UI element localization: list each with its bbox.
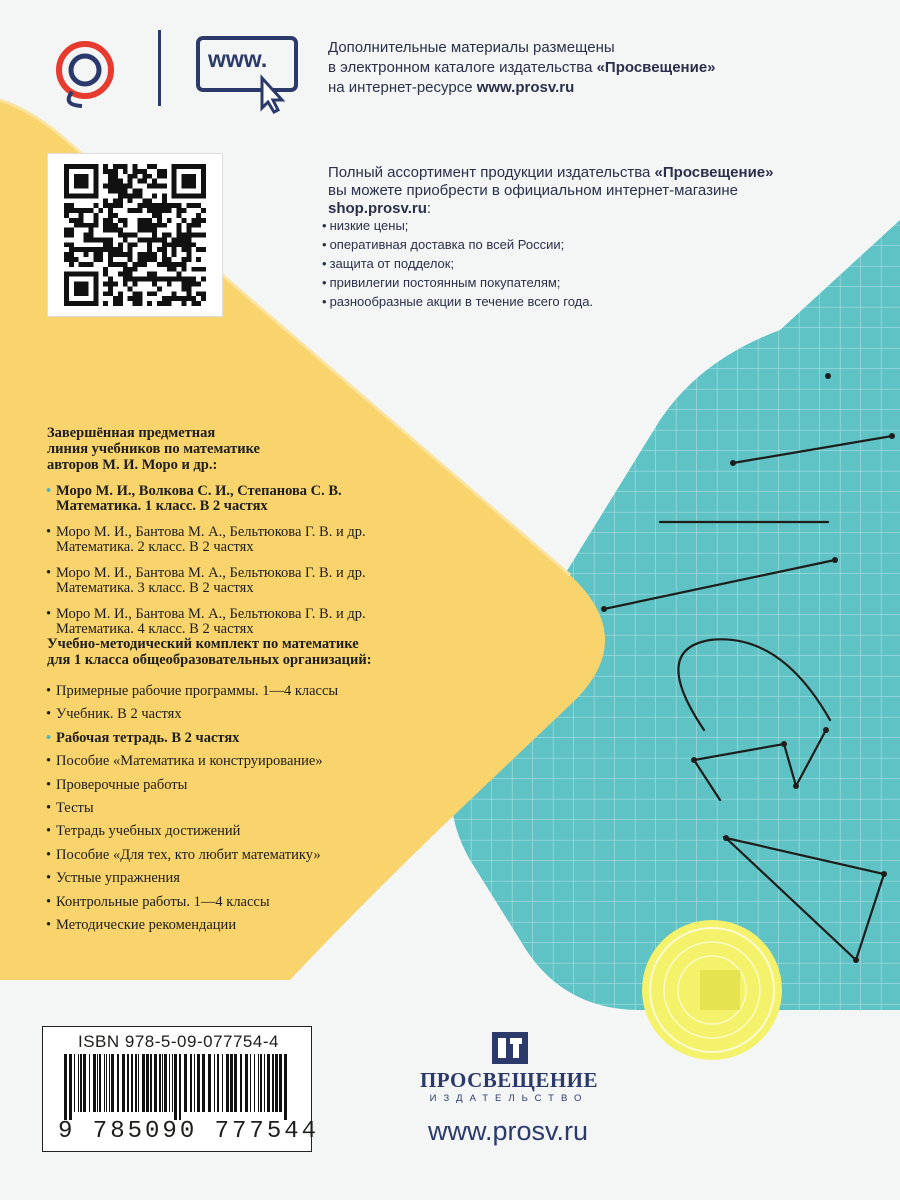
kit-title: Учебно-методический комплект по математике для 1 класса общеобразовательных организаций:	[47, 636, 372, 668]
barcode	[62, 1054, 292, 1120]
list-item: • низкие цены;	[322, 216, 593, 235]
isbn-label: ISBN 978-5-09-077754-4	[78, 1032, 279, 1051]
list-item: • Проверочные работы	[46, 778, 338, 801]
list-item: • Методические рекомендации	[46, 918, 338, 941]
publisher-name: ПРОСВЕЩЕНИЕ	[419, 1068, 599, 1092]
kit-list	[46, 684, 338, 941]
copyright-logo-icon	[52, 30, 122, 110]
qr-code[interactable]	[48, 154, 222, 316]
www-link-icon	[196, 34, 300, 114]
list-item: • оперативная доставка по всей России;	[322, 235, 593, 254]
shop-info: Полный ассортимент продукции издательства «Просвещение» вы можете приобрести в официальном интернет-магазине shop.prosv.ru:	[328, 164, 774, 217]
list-item: • Моро М. И., Бантова М. А., Бельтюкова Г. В. и др. Математика. 2 класс. В 2 частях	[46, 525, 366, 555]
list-item: • Тесты	[46, 801, 338, 824]
www-icon-label: www.	[208, 46, 268, 72]
shop-benefits-list	[322, 216, 593, 311]
list-item: • защита от подделок;	[322, 254, 593, 273]
publisher-subtitle: ИЗДАТЕЛЬСТВО	[429, 1093, 589, 1104]
list-item: • Контрольные работы. 1—4 классы	[46, 895, 338, 918]
list-item: • Устные упражнения	[46, 871, 338, 894]
online-materials-info: Дополнительные материалы размещены в электронном каталоге издательства «Просвещение» на интернет-ресурсе www.prosv.ru	[328, 39, 716, 96]
list-item: • Учебник. В 2 частях	[46, 707, 338, 730]
publisher-logo-icon	[488, 1030, 532, 1066]
list-item: • Пособие «Математика и конструирование»	[46, 754, 338, 777]
list-item: • Тетрадь учебных достижений	[46, 824, 338, 847]
list-item: • Моро М. И., Бантова М. А., Бельтюкова Г. В. и др. Математика. 4 класс. В 2 частях	[46, 607, 366, 637]
list-item: • Пособие «Для тех, кто любит математику»	[46, 848, 338, 871]
list-item: • Моро М. И., Бантова М. А., Бельтюкова Г. В. и др. Математика. 3 класс. В 2 частях	[46, 566, 366, 596]
ean-number: 9 785090 777544	[58, 1118, 320, 1145]
list-item: • Моро М. И., Волкова С. И., Степанова С. В. Математика. 1 класс. В 2 частях	[46, 484, 366, 514]
textbook-line-title: Завершённая предметная линия учебников по математике авторов М. И. Моро и др.:	[47, 425, 260, 473]
list-item: • Примерные рабочие программы. 1—4 классы	[46, 684, 338, 707]
list-item: • Рабочая тетрадь. В 2 частях	[46, 731, 338, 754]
textbook-list	[46, 484, 366, 648]
publisher-url[interactable]: www.prosv.ru	[427, 1116, 589, 1146]
list-item: • привилегии постоянным покупателям;	[322, 273, 593, 292]
header-divider	[158, 30, 161, 106]
prosv-link[interactable]: www.prosv.ru	[476, 79, 575, 96]
hologram-sticker	[642, 920, 782, 1060]
list-item: • разнообразные акции в течение всего года.	[322, 292, 593, 311]
shop-link[interactable]: shop.prosv.ru	[328, 200, 427, 217]
